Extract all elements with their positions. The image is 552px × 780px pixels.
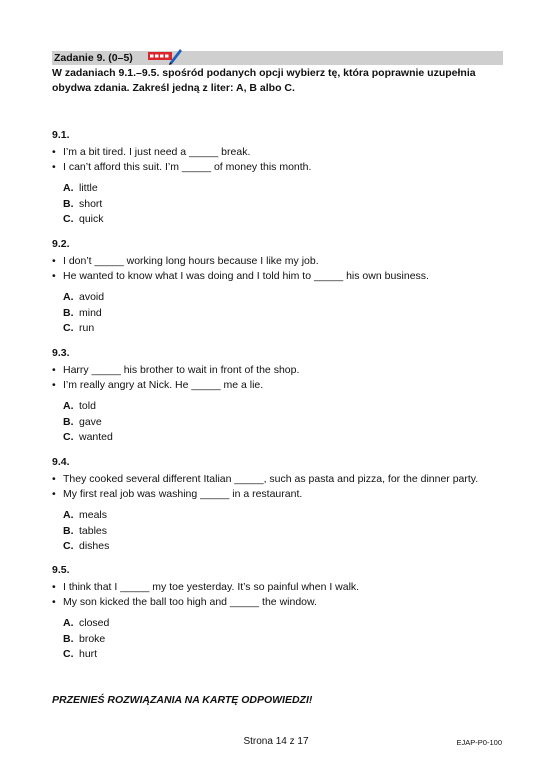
option-letter[interactable]: B. bbox=[63, 197, 74, 210]
question-9-3 bbox=[52, 347, 512, 446]
option-letter[interactable]: C. bbox=[63, 540, 74, 552]
bullet-dot: • bbox=[52, 488, 56, 500]
task-header bbox=[52, 51, 503, 65]
bullet-dot: • bbox=[52, 379, 56, 391]
bullet-dot: • bbox=[52, 581, 56, 593]
option-text: short bbox=[79, 197, 103, 210]
option-text: closed bbox=[79, 617, 110, 629]
sentence bbox=[52, 472, 512, 487]
option-letter[interactable]: B. bbox=[63, 306, 74, 319]
option-text: broke bbox=[79, 632, 106, 645]
option-text: meals bbox=[79, 509, 108, 521]
option-letter[interactable]: B. bbox=[63, 415, 74, 428]
option-letter[interactable]: B. bbox=[63, 524, 74, 537]
option-letter[interactable]: A. bbox=[63, 182, 74, 194]
bullet-dot: • bbox=[52, 270, 56, 282]
instructions-line-2: obydwa zdania. Zakreśl jedną z liter: A, B albo C. bbox=[52, 82, 295, 94]
option-text: avoid bbox=[79, 291, 105, 303]
option-text: hurt bbox=[79, 648, 98, 660]
sentence-text: My son kicked the ball too high and _____ the window. bbox=[63, 596, 317, 608]
question-number: 9.4. bbox=[52, 456, 70, 468]
question-number: 9.3. bbox=[52, 347, 70, 359]
sentence-text: I think that I _____ my toe yesterday. It’s so painful when I walk. bbox=[63, 581, 360, 593]
sentence-text: My first real job was washing _____ in a restaurant. bbox=[63, 488, 303, 500]
option-a[interactable] bbox=[63, 508, 512, 524]
sentence bbox=[52, 160, 512, 175]
option-letter[interactable]: A. bbox=[63, 617, 74, 629]
page-number: Strona 14 z 17 bbox=[243, 736, 309, 747]
bullet-dot: • bbox=[52, 473, 56, 485]
option-text: gave bbox=[79, 415, 102, 428]
task-title: Zadanie 9. (0–5) bbox=[54, 52, 133, 64]
sentence-text: I’m really angry at Nick. He _____ me a lie. bbox=[63, 379, 264, 391]
option-letter[interactable]: A. bbox=[63, 509, 74, 521]
bullet-dot: • bbox=[52, 161, 56, 173]
question-number: 9.1. bbox=[52, 129, 70, 141]
answer-options bbox=[52, 399, 512, 446]
option-text: dishes bbox=[79, 540, 110, 552]
sentence-text: I’m a bit tired. I just need a _____ break. bbox=[63, 146, 251, 158]
option-text: told bbox=[79, 400, 96, 412]
option-c[interactable] bbox=[63, 212, 512, 228]
option-c[interactable] bbox=[63, 539, 512, 555]
option-b[interactable] bbox=[63, 524, 512, 540]
answer-options bbox=[52, 508, 512, 555]
option-a[interactable] bbox=[63, 616, 512, 632]
bullet-dot: • bbox=[52, 596, 56, 608]
option-letter[interactable]: A. bbox=[63, 400, 74, 412]
option-letter[interactable]: C. bbox=[63, 648, 74, 660]
option-text: quick bbox=[79, 213, 104, 225]
answer-options bbox=[52, 181, 512, 228]
question-9-2 bbox=[52, 238, 512, 337]
sentence bbox=[52, 254, 512, 269]
question-9-5 bbox=[52, 564, 512, 663]
bullet-dot: • bbox=[52, 255, 56, 267]
sentence bbox=[52, 145, 512, 160]
transfer-answers-instruction: PRZENIEŚ ROZWIĄZANIA NA KARTĘ ODPOWIEDZI! bbox=[52, 694, 313, 706]
pen-score-icon bbox=[148, 47, 182, 65]
sentence bbox=[52, 378, 512, 393]
sentence bbox=[52, 269, 512, 284]
option-b[interactable] bbox=[63, 197, 512, 213]
sentence bbox=[52, 595, 512, 610]
option-text: little bbox=[79, 182, 98, 194]
question-9-4 bbox=[52, 456, 512, 555]
option-c[interactable] bbox=[63, 321, 512, 337]
option-a[interactable] bbox=[63, 181, 512, 197]
bullet-dot: • bbox=[52, 364, 56, 376]
sentence-text: He wanted to know what I was doing and I told him to _____ his own business. bbox=[63, 270, 429, 282]
sentence-text: I don’t _____ working long hours because I like my job. bbox=[63, 255, 319, 267]
option-letter[interactable]: B. bbox=[63, 632, 74, 645]
sentence-text: They cooked several different Italian _____, such as pasta and pizza, for the dinner party. bbox=[63, 473, 479, 485]
option-letter[interactable]: A. bbox=[63, 291, 74, 303]
option-text: run bbox=[79, 322, 95, 334]
option-a[interactable] bbox=[63, 290, 512, 306]
option-b[interactable] bbox=[63, 415, 512, 431]
instructions-line-1: W zadaniach 9.1.–9.5. spośród podanych opcji wybierz tę, która poprawnie uzupełnia bbox=[52, 67, 476, 79]
option-letter[interactable]: C. bbox=[63, 213, 74, 225]
option-b[interactable] bbox=[63, 632, 512, 648]
sentence-text: Harry _____ his brother to wait in front of the shop. bbox=[63, 364, 300, 376]
sentence bbox=[52, 363, 512, 378]
sentence bbox=[52, 580, 512, 595]
option-letter[interactable]: C. bbox=[63, 322, 74, 334]
option-text: tables bbox=[79, 524, 108, 537]
answer-options bbox=[52, 290, 512, 337]
question-number: 9.5. bbox=[52, 564, 70, 576]
answer-options bbox=[52, 616, 512, 663]
option-b[interactable] bbox=[63, 306, 512, 322]
sentence-text: I can’t afford this suit. I’m _____ of money this month. bbox=[63, 161, 312, 173]
option-text: wanted bbox=[79, 431, 113, 443]
bullet-dot: • bbox=[52, 146, 56, 158]
option-c[interactable] bbox=[63, 647, 512, 663]
option-text: mind bbox=[79, 306, 102, 319]
task-instructions bbox=[52, 66, 512, 96]
option-letter[interactable]: C. bbox=[63, 431, 74, 443]
exam-code: EJAP-P0-100 bbox=[456, 738, 502, 747]
option-c[interactable] bbox=[63, 430, 512, 446]
question-9-1 bbox=[52, 129, 512, 228]
option-a[interactable] bbox=[63, 399, 512, 415]
question-number: 9.2. bbox=[52, 238, 70, 250]
sentence bbox=[52, 487, 512, 502]
